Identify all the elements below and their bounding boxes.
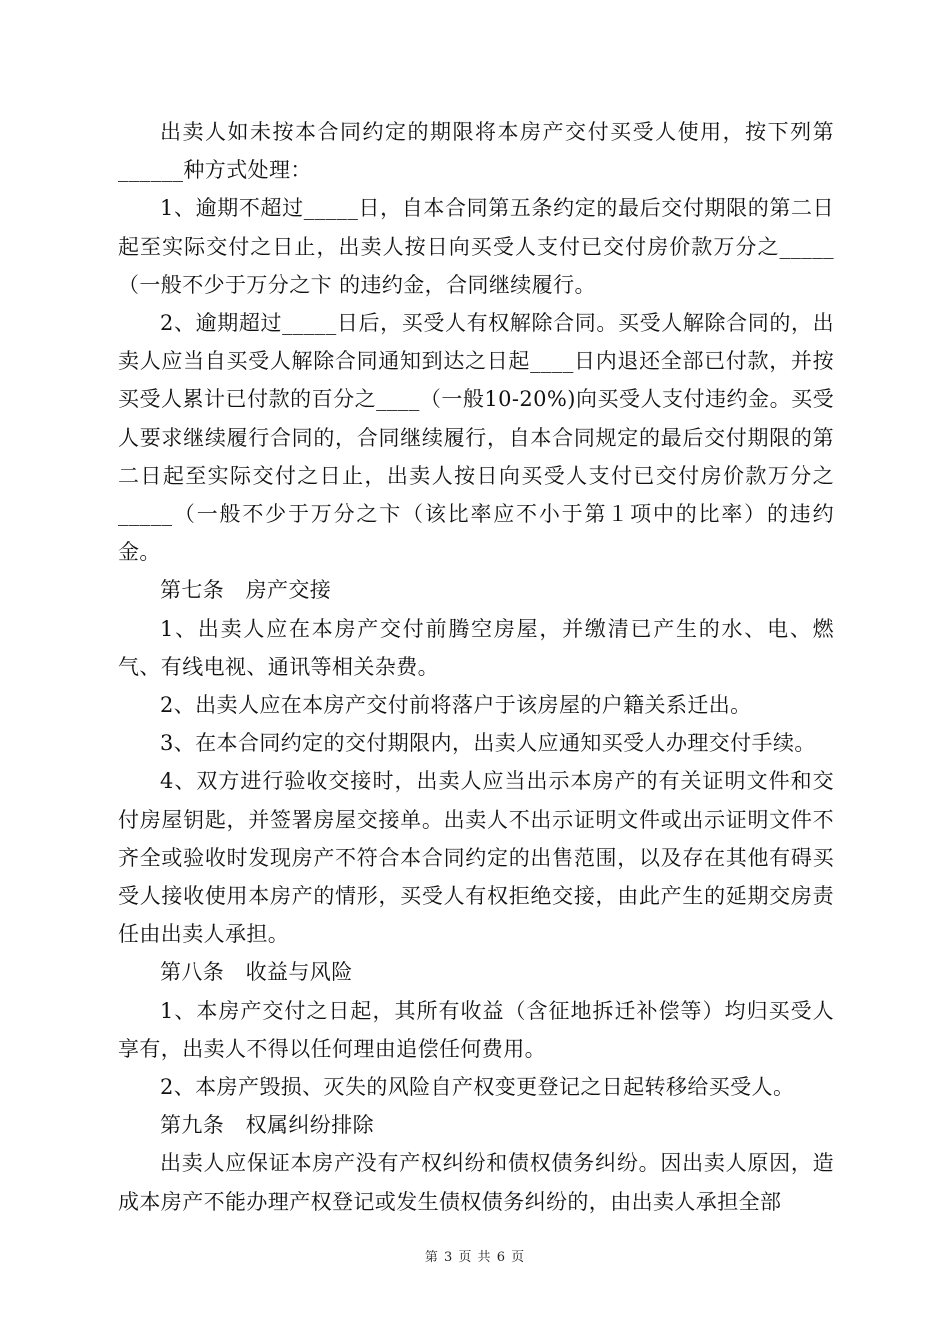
article-8-item-1: 1、本房产交付之日起，其所有收益（含征地拆迁补偿等）均归买受人享有，出卖人不得以任何理由追偿任何费用。 bbox=[118, 998, 834, 1061]
paragraph-delivery-penalty-intro: 出卖人如未按本合同约定的期限将本房产交付买受人使用，按下列第______种方式处理： bbox=[118, 120, 834, 183]
article-9-heading: 第九条 权属纠纷排除 bbox=[160, 1113, 374, 1138]
paragraph-delay-over-limit: 2、逾期超过_____日后，买受人有权解除合同。买受人解除合同的，出卖人应当自买受人解除合同通知到达之日起____日内退还全部已付款，并按买受人累计已付款的百分之____（一般10-20%)向买受人支付违约金。买受人要求继续履行合同的，合同继续履行，自本合同规定的最后交付期限的第二日起至实际交付之日止，出卖人按日向买受人支付已交付房价款万分之_____（一般不少于万分之卞（该比率应不小于第１项中的比率）的违约金。 bbox=[118, 311, 834, 565]
paragraph-delay-within-limit: 1、逾期不超过_____日，自本合同第五条约定的最后交付期限的第二日起至实际交付之日止，出卖人按日向买受人支付已交付房价款万分之_____（一般不少于万分之卞 的违约金，合同继续履行。 bbox=[118, 196, 834, 297]
article-8-heading: 第八条 收益与风险 bbox=[160, 960, 353, 985]
article-7-item-3: 3、在本合同约定的交付期限内，出卖人应通知买受人办理交付手续。 bbox=[160, 731, 816, 756]
article-9-body: 出卖人应保证本房产没有产权纠纷和债权债务纠纷。因出卖人原因，造成本房产不能办理产权登记或发生债权债务纠纷的，由出卖人承担全部 bbox=[118, 1151, 834, 1214]
document-body bbox=[118, 113, 834, 1221]
article-7-item-1: 1、出卖人应在本房产交付前腾空房屋，并缴清已产生的水、电、燃气、有线电视、通讯等相关杂费。 bbox=[118, 616, 834, 679]
article-8-item-2: 2、本房产毁损、灭失的风险自产权变更登记之日起转移给买受人。 bbox=[160, 1075, 795, 1100]
article-7-item-4: 4、双方进行验收交接时，出卖人应当出示本房产的有关证明文件和交付房屋钥匙，并签署房屋交接单。出卖人不出示证明文件或出示证明文件不齐全或验收时发现房产不符合本合同约定的出售范围，以及存在其他有碍买受人接收使用本房产的情形，买受人有权拒绝交接，由此产生的延期交房责任由出卖人承担。 bbox=[118, 769, 834, 947]
page-footer: 第 3 页 共 6 页 bbox=[424, 1250, 526, 1265]
article-7-heading: 第七条 房产交接 bbox=[160, 578, 332, 603]
article-7-item-2: 2、出卖人应在本房产交付前将落户于该房屋的户籍关系迁出。 bbox=[160, 693, 752, 718]
